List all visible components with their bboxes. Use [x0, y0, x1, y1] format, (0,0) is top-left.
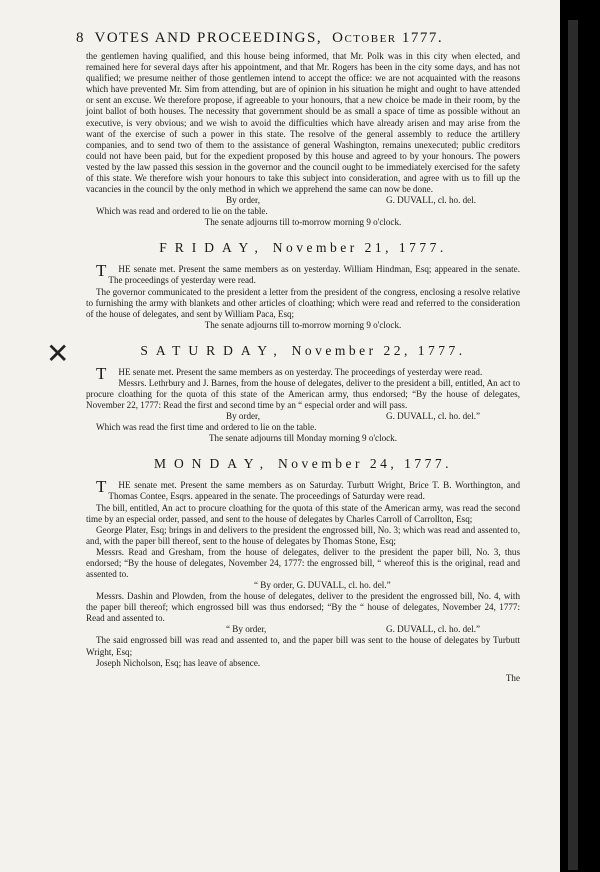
scan-border: [560, 0, 600, 872]
clerk-signature: “ By order, G. DUVALL, cl. ho. del.”: [254, 580, 391, 591]
day-date: November 24, 1777.: [278, 456, 452, 472]
scan-edge-strip: [568, 20, 578, 870]
page-title: VOTES AND PROCEEDINGS,: [94, 30, 323, 46]
drop-cap: T: [96, 477, 107, 497]
opening-paragraph: the gentlemen having qualified, and this house being informed, that Mr. Polk was in this city when elected, and remained here for several days after his appointment, and that Mr. Rogers has been in the city some days, and has not qualified; we presume neither of those gentlemen intend to accept the office: we are not acquainted with the reasons which have prevented Mr. Sim from attending, but are of opinion in his situation he might and ought to have attended or sent an excuse. We therefore propose, if agreeable to your honours, that a new choice be made in their room, by the joint ballot of both houses. The necessity that government should be as small a space of time as possible without an executive, is very obvious; and we wish to avoid the difficulties which have already arisen and may arise from the want of the exercise of such a power in this state. The resolve of the general assembly to reduce the artillery companies, and to send two of them to the assistance of general Washington, remains unexecuted; public creditors could not have been paid, but for the expedient proposed by this house and agreed to by your honours. The powers vested by the law passed this session in the governor and the council ought to be immediately exercised for the safety of this state. We therefore wish your honours to take this subject into consideration, and agree with us to fill up the vacancies in the council by the only method in which we apprehend the same can now be done.: [86, 51, 520, 195]
signature-line: [86, 195, 520, 206]
day-name: SATURDAY,: [140, 342, 285, 358]
page-number: 8: [76, 30, 85, 46]
monday-paragraph-5: Messrs. Dashin and Plowden, from the house of delegates, deliver to the president the engrossed bill, No. 4, with the paper bill thereof; which engrossed bill was thus endorsed; “By the “ house of delegates, November 24, 1777: Read and assented to.: [86, 591, 520, 624]
catchword: The: [505, 672, 520, 683]
adjourn-note: The senate adjourns till to-morrow morning 9 o'clock.: [204, 217, 402, 228]
adjourn-note: The senate adjourns till Monday morning 9 o'clock.: [208, 433, 398, 444]
by-order-label: “ By order,: [226, 624, 267, 635]
monday-paragraph-3: George Plater, Esq; brings in and delivers to the president the engrossed bill, No. 3; which was read and assented to, and, with the paper bill thereof, sent to the house of delegates by Thomas Stone, Esq;: [86, 524, 520, 546]
header-date: October 1777.: [332, 30, 444, 46]
friday-paragraph-1: T HE senate met. Present the same members as on yesterday. William Hindman, Esq; appeared in the senate. The proceedings of yesterday were read.: [86, 264, 520, 286]
handwritten-cross-mark: ✕: [46, 336, 70, 370]
day-heading-saturday: [46, 336, 520, 370]
read-note: Which was read the first time and ordered to lie on the table.: [96, 422, 317, 433]
signature-line: [86, 624, 520, 635]
adjourn-note: The senate adjourns till to-morrow morning 9 o'clock.: [204, 319, 402, 330]
clerk-signature: G. DUVALL, cl. ho. del.: [386, 195, 476, 206]
monday-paragraph-2: The bill, entitled, An act to procure cloathing for the quota of this state of the American army, was read the second time by an especial order, passed, and sent to the house of delegates by Charles Carroll of Carrollton, Esq;: [86, 502, 520, 524]
monday-paragraph-1: T HE senate met. Present the same members as on Saturday. Turbutt Wright, Brice T. B. Worthington, and Thomas Contee, Esqrs. appeared in the senate. The proceedings of Saturday were read.: [86, 480, 520, 502]
day-heading-monday: [86, 456, 520, 472]
clerk-signature: G. DUVALL, cl. ho. del.”: [386, 411, 481, 422]
drop-cap: T: [96, 363, 107, 383]
day-date: November 22, 1777.: [291, 342, 466, 358]
by-order-label: By order,: [226, 195, 260, 206]
day-heading-friday: [86, 240, 520, 256]
read-note: Which was read and ordered to lie on the table.: [96, 206, 268, 217]
saturday-paragraph-1: T HE senate met. Present the same members as on yesterday. The proceedings of yesterday were read.: [86, 367, 520, 378]
day-date: November 21, 1777.: [272, 240, 447, 256]
clerk-signature: G. DUVALL, cl. ho. del.”: [386, 624, 481, 635]
by-order-label: By order,: [226, 411, 260, 422]
saturday-paragraph-2: Messrs. Lethrbury and J. Barnes, from the house of delegates, deliver to the president a bill, entitled, An act to procure cloathing for the quota of this state of the American army, thus endorsed; “By the house of delegates, November 22, 1777: Read the first and second time by an “ especial order and will pass.: [86, 377, 520, 411]
running-head: [76, 30, 520, 47]
day-name: FRIDAY,: [159, 240, 266, 256]
day-name: MONDAY,: [153, 456, 272, 472]
friday-paragraph-2: The governor communicated to the president a letter from the president of the congress, enclosing a resolve relative to furnishing the army with blankets and other articles of cloathing; which were read and referred to the consideration of the house of delegates, and sent by William Paca, Esq;: [86, 286, 520, 319]
monday-paragraph-7: Joseph Nicholson, Esq; has leave of absence.: [96, 657, 261, 668]
monday-paragraph-6: The said engrossed bill was read and assented to, and the paper bill was sent to the house of delegates by Turbutt Wright, Esq;: [86, 635, 520, 657]
monday-paragraph-4: Messrs. Read and Gresham, from the house of delegates, deliver to the president the paper bill, No. 3, thus endorsed; “By the house of delegates, November 24, 1777: the engrossed bill, “ whereof this is the original, read and assented to.: [86, 546, 520, 580]
signature-line: [86, 411, 520, 422]
drop-cap: T: [96, 261, 107, 281]
